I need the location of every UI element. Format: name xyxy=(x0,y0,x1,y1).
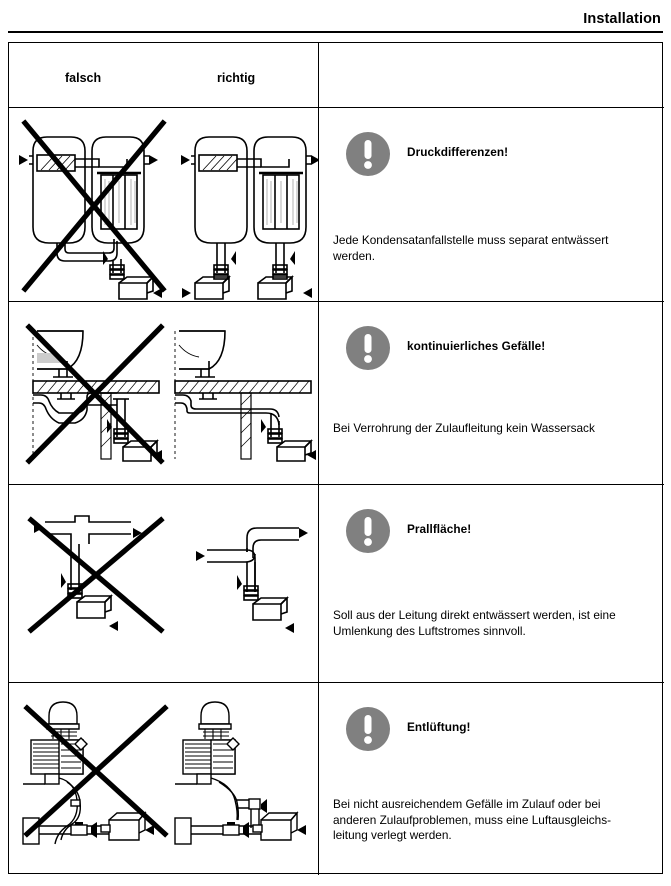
table-row xyxy=(9,301,664,484)
cross-out-mark xyxy=(29,327,161,461)
note-title: Prallfläche! xyxy=(407,522,472,536)
diagram-pressure-vessels xyxy=(9,107,318,301)
note-cell-prallflaeche xyxy=(319,484,663,682)
note-header xyxy=(319,107,663,195)
column-header-wrong: falsch xyxy=(65,71,102,85)
figure-cell-gefaelle xyxy=(9,301,318,484)
figure-cell-entlueftung xyxy=(9,682,318,875)
warning-exclamation-icon xyxy=(345,706,391,752)
note-header xyxy=(319,682,663,770)
note-body xyxy=(333,797,657,844)
note-line: Bei Verrohrung der Zulaufleitung kein Wassersack xyxy=(333,421,595,435)
cross-out-mark xyxy=(25,123,163,289)
note-title: Entlüftung! xyxy=(407,720,471,734)
flow-arrows xyxy=(153,450,316,460)
correct-variant xyxy=(191,137,311,299)
note-line: Umlenkung des Luftstromes sinnvoll. xyxy=(333,623,526,638)
note-title: kontinuierliches Gefälle! xyxy=(407,339,546,353)
warning-exclamation-icon xyxy=(345,131,391,177)
warning-exclamation-icon xyxy=(345,325,391,371)
note-cell-druckdifferenzen xyxy=(319,107,663,301)
table-row xyxy=(9,484,664,682)
table-row xyxy=(9,682,664,875)
installation-table xyxy=(8,42,663,874)
note-cell-entlueftung xyxy=(319,682,663,875)
note-line: leitung verlegt werden. xyxy=(333,828,452,842)
figure-cell-druckdifferenzen xyxy=(9,107,318,301)
note-header xyxy=(319,484,663,572)
page-title: Installation xyxy=(583,11,661,27)
note-line: werden. xyxy=(333,248,375,263)
note-line: anderen Zulaufproblemen, muss eine Luftausgleichs- xyxy=(333,812,612,827)
note-line: Bei nicht ausreichendem Gefälle im Zulauf oder bei xyxy=(333,797,601,811)
note-line: Jede Kondensatanfallstelle muss separat entwässert xyxy=(333,233,609,247)
note-body xyxy=(333,608,657,639)
diagram-baffle-deflection xyxy=(9,484,318,682)
table-row xyxy=(9,107,664,301)
note-body xyxy=(333,421,657,437)
correct-variant xyxy=(175,702,297,844)
warning-exclamation-icon xyxy=(345,508,391,554)
note-cell-gefaelle xyxy=(319,301,663,484)
note-body xyxy=(333,233,657,264)
correct-variant xyxy=(175,331,311,461)
correct-variant xyxy=(207,528,299,620)
note-title: Druckdifferenzen! xyxy=(407,145,509,159)
note-header xyxy=(319,301,663,389)
table-header-row xyxy=(9,43,318,107)
header-rule xyxy=(8,31,663,33)
column-header-correct: richtig xyxy=(217,71,256,85)
cross-out-mark xyxy=(31,520,161,630)
figure-cell-prallflaeche xyxy=(9,484,318,682)
diagram-compressor-equalising-line xyxy=(9,682,318,875)
note-line: Soll aus der Leitung direkt entwässert werden, ist eine xyxy=(333,608,616,622)
diagram-basin-inlet-piping xyxy=(9,301,318,484)
